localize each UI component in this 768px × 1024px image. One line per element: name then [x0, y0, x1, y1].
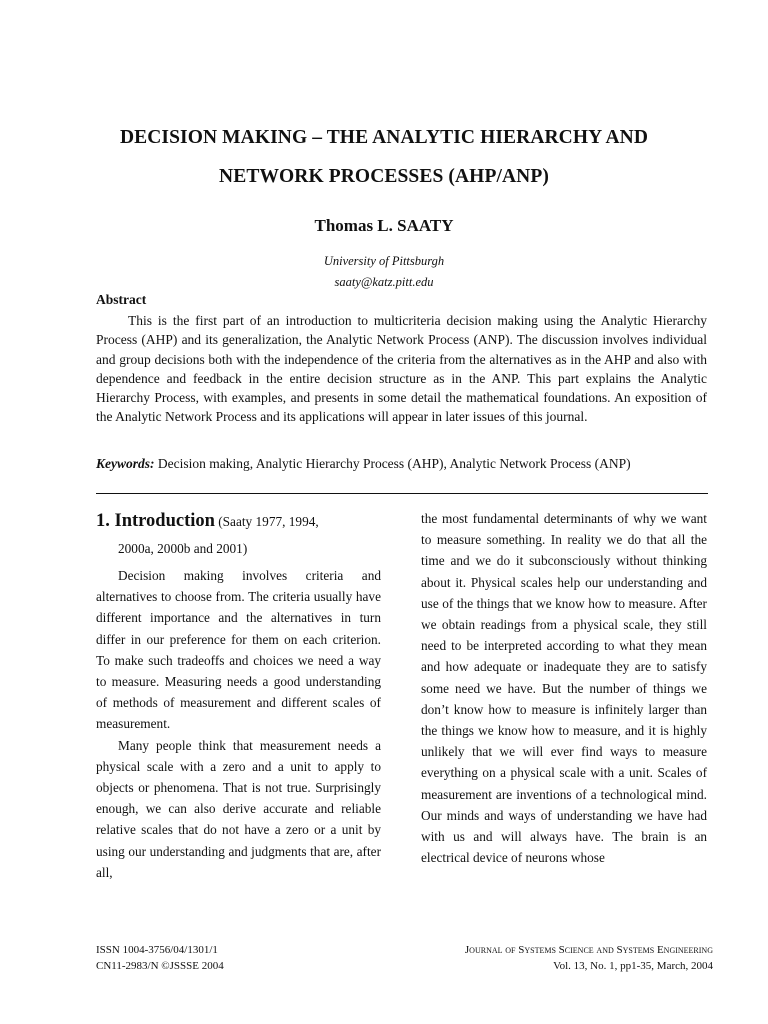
author-name: Thomas L. SAATY	[314, 216, 454, 235]
author-email: saaty@katz.pitt.edu	[334, 275, 434, 289]
right-column	[421, 508, 707, 868]
body-paragraph-1: Decision making involves criteria and alternatives to choose from. The criteria usually have different importance and the alternatives in turn differ in our preference for them on each criterion. To make such tradeoffs and choices we need a way to measure. Measuring needs a good understanding of methods of measurement and different scales of measurement.	[96, 568, 381, 732]
abstract-heading: Abstract	[96, 292, 147, 307]
keywords-text: Decision making, Analytic Hierarchy Process (AHP), Analytic Network Process (ANP)	[157, 456, 631, 471]
footer-volume: Vol. 13, No. 1, pp1-35, March, 2004	[553, 960, 713, 972]
section-heading	[96, 508, 381, 563]
footer-cn: CN11-2983/N ©JSSSE 2004	[96, 960, 224, 972]
paper-title-line-2: NETWORK PROCESSES (AHP/ANP)	[219, 166, 549, 187]
author-affiliation: University of Pittsburgh	[323, 254, 445, 268]
paper-title-line-1: DECISION MAKING – THE ANALYTIC HIERARCHY AND	[119, 127, 649, 148]
abstract-text: This is the first part of an introduction to multicriteria decision making using the Analytic Hierarchy Process (AHP) and its generalization, the Analytic Network Process (ANP). The discussion involves individual and group decisions both with the independence of the criteria from the alternatives as in the AHP and also with dependence and feedback in the entire decision structure as in the ANP. This part explains the Analytic Hierarchy Process, with examples, and presents in some detail the mathematical foundations. An exposition of the Analytic Network Process and its applications will appear in later issues of this journal.	[96, 313, 707, 425]
section-citation-part1: (Saaty 1977, 1994,	[218, 514, 319, 529]
keywords-line	[96, 456, 716, 472]
section-citation-part2: 2000a, 2000b and 2001)	[118, 541, 248, 556]
section-divider	[96, 493, 708, 494]
keywords-label: Keywords:	[96, 456, 155, 471]
section-title: 1. Introduction	[96, 511, 215, 531]
footer-left	[96, 942, 224, 974]
body-paragraph-3: the most fundamental determinants of why we want to measure something. In reality we do that all the time and we do it subconsciously without thinking about it. Physical scales help our understanding and use of the things that we know how to measure. After we obtain readings from a physical scale, they still need to be interpreted according to what they mean and how adequate or inadequate they are to satisfy some need we have. But the number of things we don’t know how to measure is infinitely larger than the things we know how to measure, and it is highly unlikely that we will ever find ways to measure everything on a physical scale with a unit. Scales of measurement are inventions of a technological mind. Our minds and ways of understanding we have had with us and will always have. The brain is an electrical device of neurons whose	[421, 511, 707, 866]
footer-issn: ISSN 1004-3756/04/1301/1	[96, 944, 218, 956]
body-paragraph-2: Many people think that measurement needs a physical scale with a zero and a unit to apply to objects or phenomena. That is not true. Surprisingly enough, we can also derive accurate and reliable relative scales that do not have a zero or a unit by using our understanding and judgments that are, after all,	[96, 737, 381, 880]
left-column	[96, 508, 381, 883]
footer-right	[465, 942, 713, 974]
footer-journal-name: Journal of Systems Science and Systems Engineering	[464, 944, 713, 956]
